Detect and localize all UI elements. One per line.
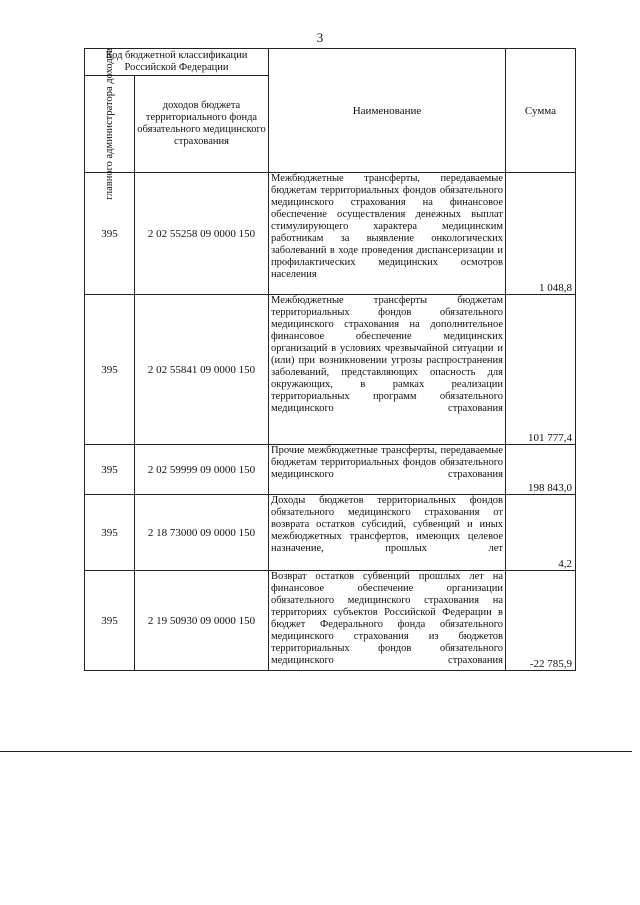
footer-divider	[0, 751, 632, 752]
header-classification: Код бюджетной классификации Российской Федерации	[85, 49, 269, 76]
admin-code: 395	[85, 173, 135, 295]
income-name: Межбюджетные трансферты бюджетам территориальных фондов обязательного медицинского страхования на дополнительное финансовое обеспечение медицинских организаций в условиях чрезвычайной ситуации и (или) при возникновении угрозы распространения заболеваний, представляющих опасность для окружающих, в рамках реализации территориальных программ обязательного медицинского страхования	[269, 295, 506, 445]
income-sum: 4,2	[506, 495, 576, 571]
income-code: 2 19 50930 09 0000 150	[135, 571, 269, 671]
admin-code: 395	[85, 571, 135, 671]
income-code: 2 02 59999 09 0000 150	[135, 445, 269, 495]
income-sum: 1 048,8	[506, 173, 576, 295]
table-row	[85, 495, 576, 571]
table-row	[85, 571, 576, 671]
income-sum: -22 785,9	[506, 571, 576, 671]
income-name: Прочие межбюджетные трансферты, передаваемые бюджетам территориальных фондов обязательного медицинского страхования	[269, 445, 506, 495]
admin-code: 395	[85, 445, 135, 495]
table-row	[85, 295, 576, 445]
header-admin: главного администратора доходов	[103, 48, 115, 200]
page-number: 3	[316, 30, 324, 45]
header-income: доходов бюджета территориального фонда обязательного медицинского страхования	[135, 76, 269, 173]
income-sum: 198 843,0	[506, 445, 576, 495]
header-row-top	[85, 49, 576, 76]
header-name: Наименование	[269, 49, 506, 173]
income-code: 2 02 55841 09 0000 150	[135, 295, 269, 445]
admin-code: 395	[85, 295, 135, 445]
admin-code: 395	[85, 495, 135, 571]
budget-table	[84, 48, 576, 671]
income-sum: 101 777,4	[506, 295, 576, 445]
income-name: Возврат остатков субвенций прошлых лет на финансовое обеспечение организации обязательного медицинского страхования на территориях субъектов Российской Федерации в бюджет Федерального фонда обязательного медицинского страхования из бюджетов территориальных фондов обязательного медицинского страхования	[269, 571, 506, 671]
income-code: 2 02 55258 09 0000 150	[135, 173, 269, 295]
table-row	[85, 445, 576, 495]
income-name: Межбюджетные трансферты, передаваемые бюджетам территориальных фондов обязательного медицинского страхования на финансовое обеспечение осуществления денежных выплат стимулирующего характера медицинским работникам за выявление онкологических заболеваний в ходе проведения диспансеризации и профилактических медицинских осмотров населения	[269, 173, 506, 295]
header-admin-cell	[85, 48, 135, 200]
table-row	[85, 173, 576, 295]
income-name: Доходы бюджетов территориальных фондов обязательного медицинского страхования от возврата остатков субсидий, субвенций и иных межбюджетных трансфертов, имеющих целевое назначение, прошлых лет	[269, 495, 506, 571]
header-sum: Сумма	[506, 49, 576, 173]
income-code: 2 18 73000 09 0000 150	[135, 495, 269, 571]
